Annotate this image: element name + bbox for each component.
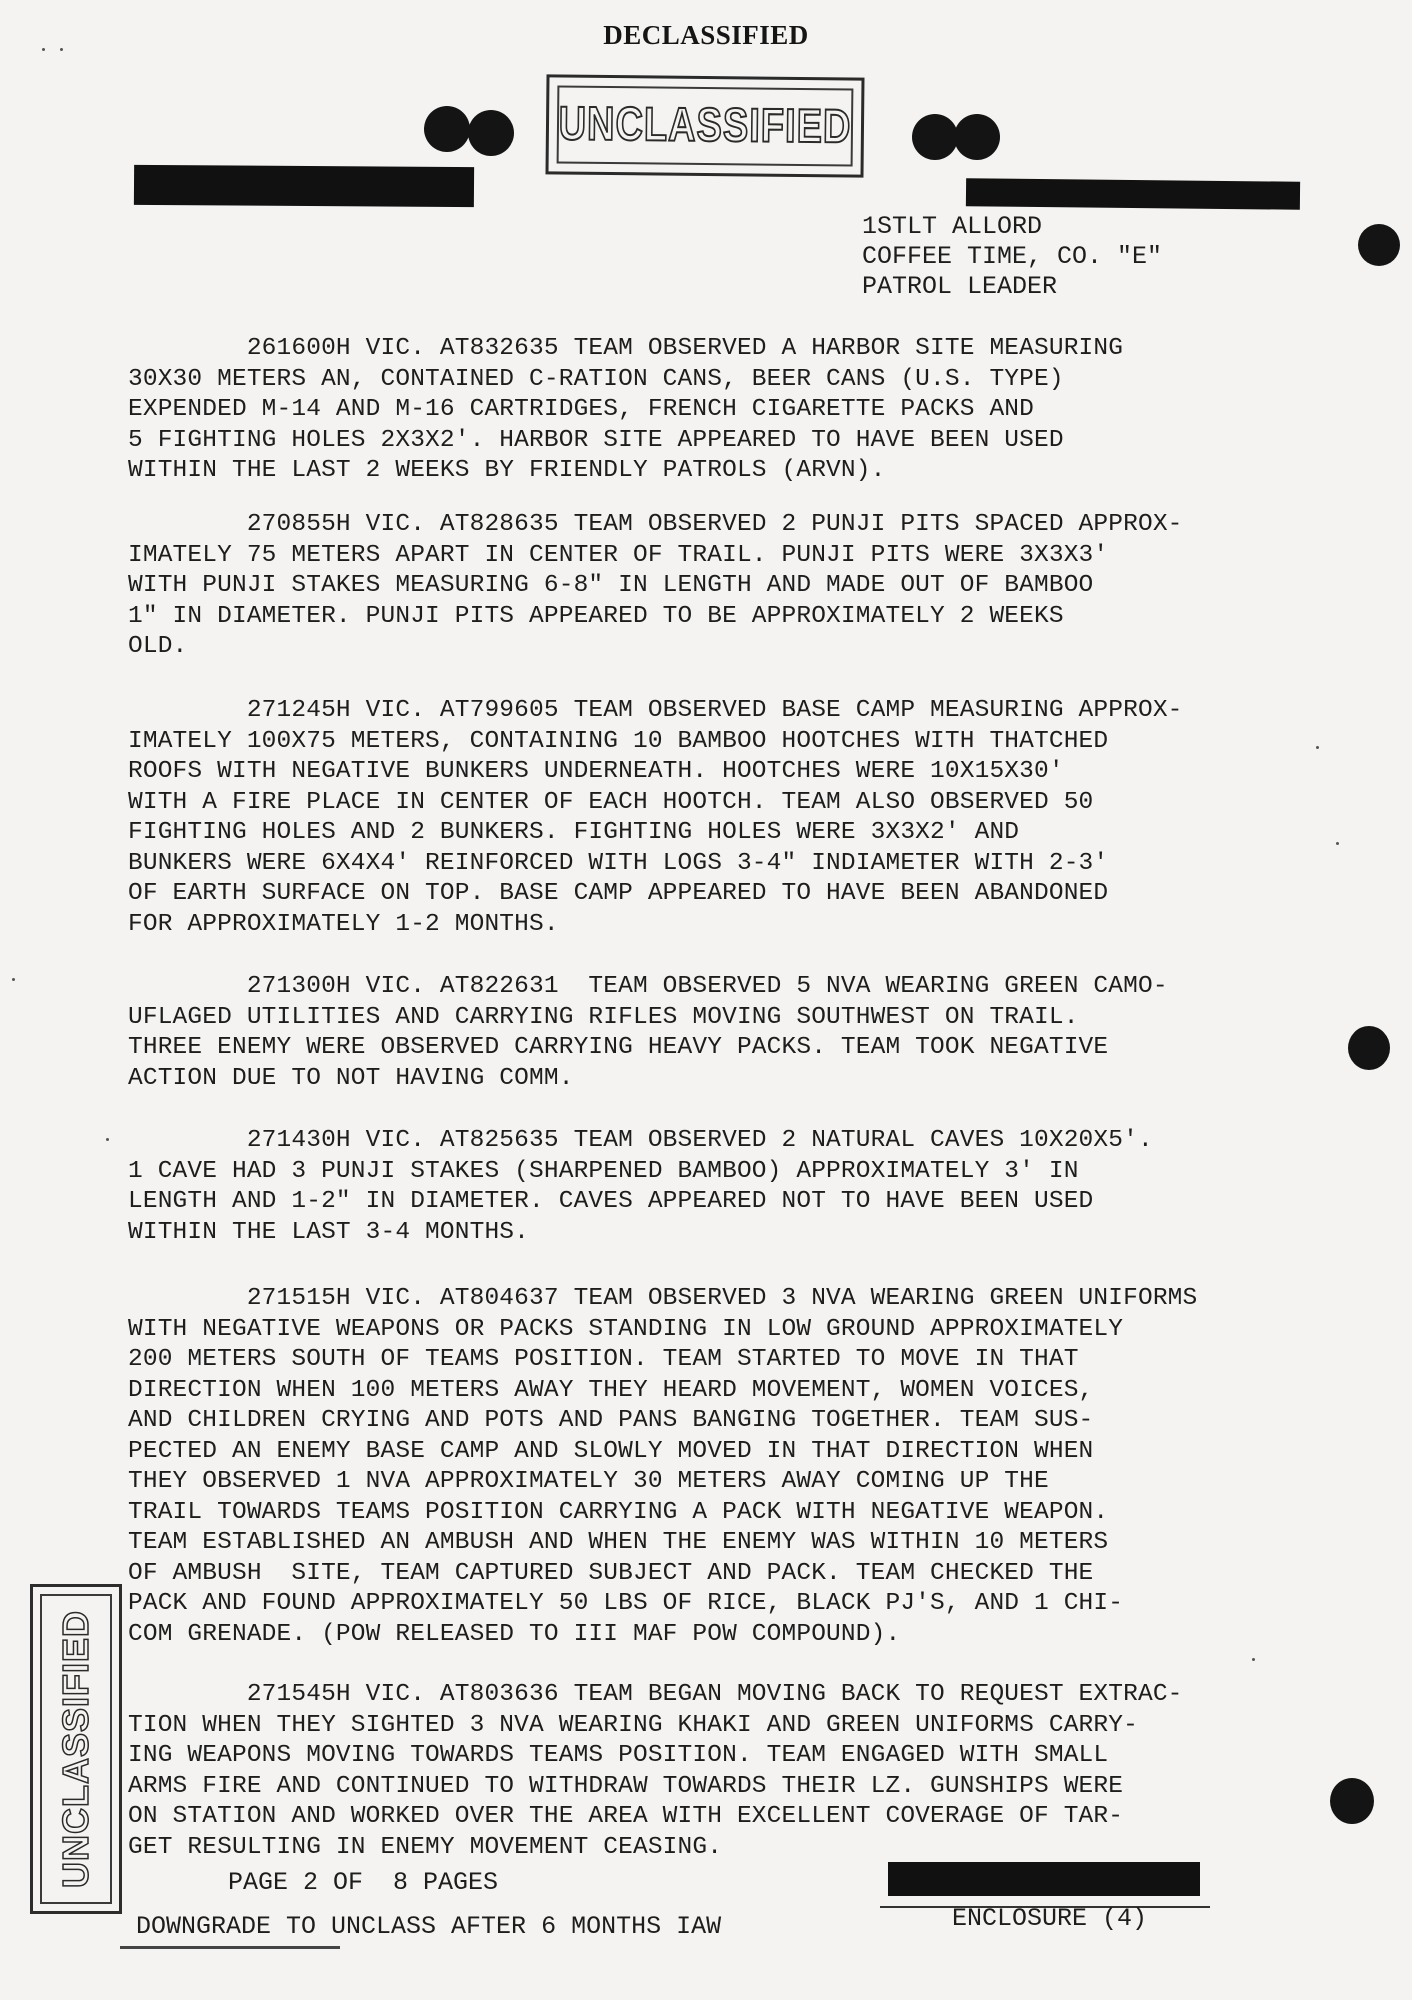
punch-hole-mark (1348, 1026, 1390, 1070)
report-entry: 271545H VIC. AT803636 TEAM BEGAN MOVING BACK TO REQUEST EXTRAC- TION WHEN THEY SIGHTED 3 NVA WEARING KHAKI AND GREEN UNIFORMS CARRY- ING WEAPONS MOVING TOWARDS TEAMS POSITION. TEAM ENGAGED WITH SMALL ARMS FIRE AND CONTINUED TO WITHDRAW TOWARDS THEIR LZ. GUNSHIPS WERE ON STATION AND WORKED OVER THE AREA WITH EXCELLENT COVERAGE OF TAR- GET RESULTING IN ENEMY MOVEMENT CEASING. (128, 1681, 1183, 1861)
declassified-banner-top: DECLASSIFIED (603, 20, 809, 50)
footer-rule (120, 1946, 340, 1949)
scan-speck (60, 48, 63, 51)
scan-speck (1252, 1658, 1255, 1661)
unclassified-stamp (545, 74, 864, 177)
report-entry: 270855H VIC. AT828635 TEAM OBSERVED 2 PUNJI PITS SPACED APPROX- IMATELY 75 METERS APART IN CENTER OF TRAIL. PUNJI PITS WERE 3X3X3' WITH PUNJI STAKES MEASURING 6-8" IN LENGTH AND MADE OUT OF BAMBOO 1" IN DIAMETER. PUNJI PITS APPEARED TO BE APPROXIMATELY 2 WEEKS OLD. (128, 511, 1183, 660)
redaction-bar (888, 1862, 1200, 1896)
punch-hole-mark (1358, 224, 1400, 266)
unclassified-side-stamp (30, 1584, 122, 1914)
scan-speck (106, 1138, 109, 1141)
report-entry: 261600H VIC. AT832635 TEAM OBSERVED A HARBOR SITE MEASURING 30X30 METERS AN, CONTAINED C-RATION CANS, BEER CANS (U.S. TYPE) EXPENDED M-14 AND M-16 CARTRIDGES, FRENCH CIGARETTE PACKS AND 5 FIGHTING HOLES 2X3X2'. HARBOR SITE APPEARED TO HAVE BEEN USED WITHIN THE LAST 2 WEEKS BY FRIENDLY PATROLS (ARVN). (128, 335, 1124, 484)
report-entry: 271300H VIC. AT822631 TEAM OBSERVED 5 NVA WEARING GREEN CAMO- UFLAGED UTILITIES AND CARRYING RIFLES MOVING SOUTHWEST ON TRAIL. THREE ENEMY WERE OBSERVED CARRYING HEAVY PACKS. TEAM TOOK NEGATIVE ACTION DUE TO NOT HAVING COMM. (128, 973, 1168, 1092)
unclassified-stamp-frame (557, 85, 854, 166)
unclassified-side-stamp-text: UNCLASSIFIED (55, 1609, 96, 1889)
punch-hole-mark (424, 106, 470, 152)
unclassified-stamp-text: UNCLASSIFIED (558, 97, 852, 154)
scan-speck (42, 48, 45, 51)
scan-speck (12, 978, 15, 981)
punch-hole-mark (954, 114, 1000, 160)
enclosure-label: ENCLOSURE (4) (952, 1904, 1148, 1933)
scan-speck (1316, 746, 1319, 749)
redaction-bar (966, 178, 1300, 209)
unclassified-side-stamp-frame (40, 1594, 112, 1904)
scan-speck (1336, 842, 1339, 845)
report-entry: 271430H VIC. AT825635 TEAM OBSERVED 2 NATURAL CAVES 10X20X5'. 1 CAVE HAD 3 PUNJI STAKES (SHARPENED BAMBOO) APPROXIMATELY 3' IN LENGTH AND 1-2" IN DIAMETER. CAVES APPEARED NOT TO HAVE BEEN USED WITHIN THE LAST 3-4 MONTHS. (128, 1127, 1153, 1246)
punch-hole-mark (468, 110, 514, 156)
page-count: PAGE 2 OF 8 PAGES (228, 1868, 499, 1897)
patrol-leader-header: 1STLT ALLORD COFFEE TIME, CO. "E" PATROL LEADER (862, 212, 1163, 301)
report-entry: 271245H VIC. AT799605 TEAM OBSERVED BASE CAMP MEASURING APPROX- IMATELY 100X75 METERS, CONTAINING 10 BAMBOO HOOTCHES WITH THATCHED ROOFS WITH NEGATIVE BUNKERS UNDERNEATH. HOOTCHES WERE 10X15X30' WITH A FIRE PLACE IN CENTER OF EACH HOOTCH. TEAM ALSO OBSERVED 50 FIGHTING HOLES AND 2 BUNKERS. FIGHTING HOLES WERE 3X3X2' AND BUNKERS WERE 6X4X4' REINFORCED WITH LOGS 3-4" INDIAMETER WITH 2-3' OF EARTH SURFACE ON TOP. BASE CAMP APPEARED TO HAVE BEEN ABANDONED FOR APPROXIMATELY 1-2 MONTHS. (128, 697, 1183, 938)
punch-hole-mark (912, 114, 958, 160)
redaction-bar (134, 165, 474, 207)
report-entry: 271515H VIC. AT804637 TEAM OBSERVED 3 NVA WEARING GREEN UNIFORMS WITH NEGATIVE WEAPONS OR PACKS STANDING IN LOW GROUND APPROXIMATELY 200 METERS SOUTH OF TEAMS POSITION. TEAM STARTED TO MOVE IN THAT DIRECTION WHEN 100 METERS AWAY THEY HEARD MOVEMENT, WOMEN VOICES, AND CHILDREN CRYING AND POTS AND PANS BANGING TOGETHER. TEAM SUS- PECTED AN ENEMY BASE CAMP AND SLOWLY MOVED IN THAT DIRECTION WHEN THEY OBSERVED 1 NVA APPROXIMATELY 30 METERS AWAY COMING UP THE TRAIL TOWARDS TEAMS POSITION CARRYING A PACK WITH NEGATIVE WEAPON. TEAM ESTABLISHED AN AMBUSH AND WHEN THE ENEMY WAS WITHIN 10 METERS OF AMBUSH SITE, TEAM CAPTURED SUBJECT AND PACK. TEAM CHECKED THE PACK AND FOUND APPROXIMATELY 50 LBS OF RICE, BLACK PJ'S, AND 1 CHI- COM GRENADE. (POW RELEASED TO III MAF POW COMPOUND). (128, 1285, 1198, 1648)
downgrade-notice: DOWNGRADE TO UNCLASS AFTER 6 MONTHS IAW (136, 1912, 722, 1941)
